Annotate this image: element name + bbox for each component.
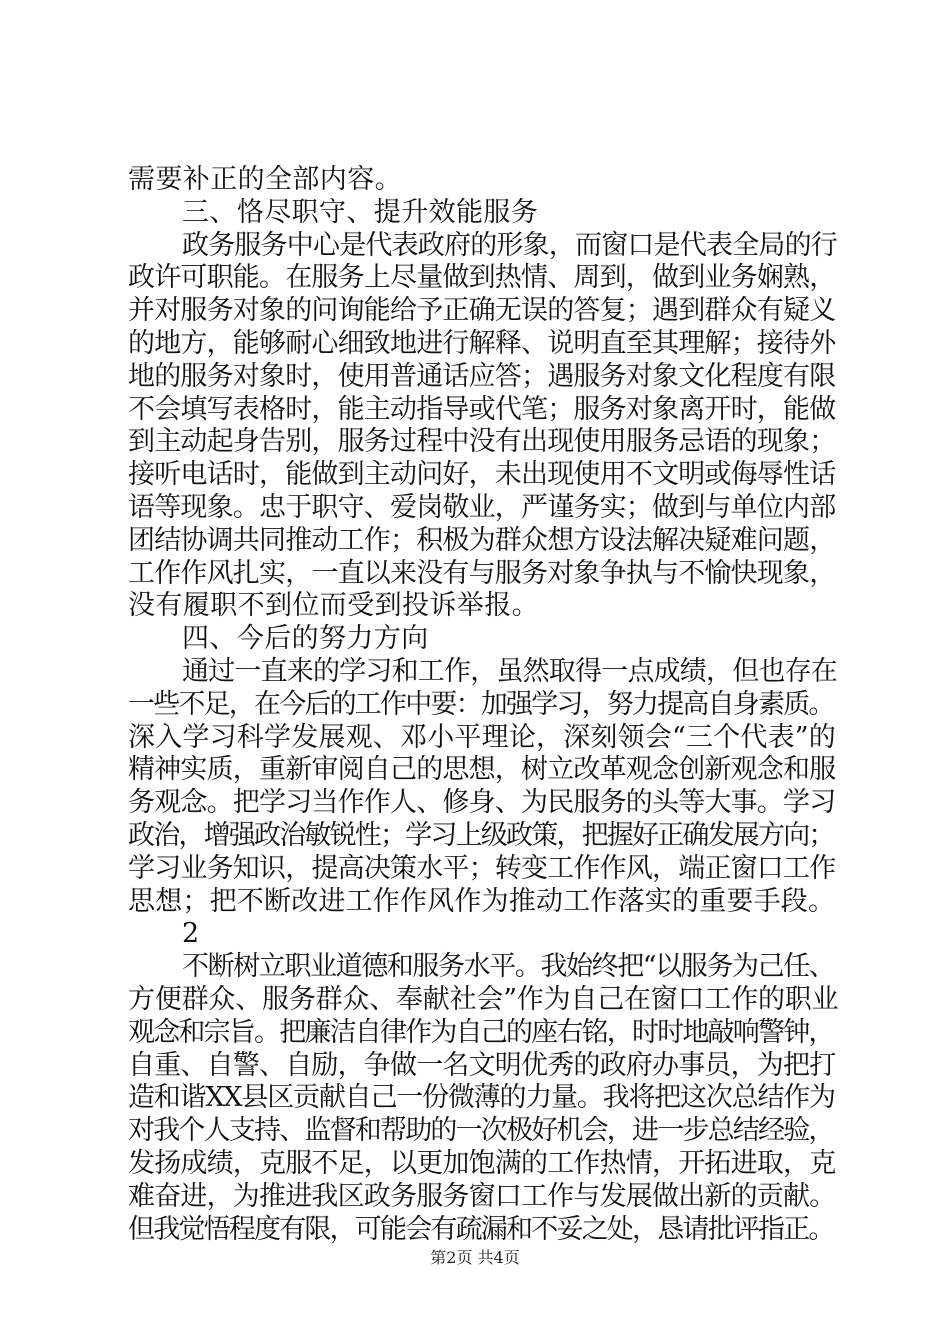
page-footer: [0, 1245, 950, 1268]
text-line: 政务服务中心是代表政府的形象，而窗口是代表全局的行: [182, 229, 837, 261]
text-line: 的地方，能够耐心细致地进行解释、说明直至其理解；接待外: [128, 327, 836, 359]
text-line: 造和谐XX县区贡献自己一份微薄的力量。我将把这次总结作为: [128, 1082, 835, 1114]
text-line: 地的服务对象时，使用普通话应答；遇服务对象文化程度有限: [128, 360, 836, 392]
text-line: 需要补正的全部内容。: [128, 164, 402, 195]
text-line: 但我觉悟程度有限，可能会有疏漏和不妥之处，恳请批评指正。: [128, 1213, 834, 1245]
text-line: 工作作风扎实，一直以来没有与服务对象争执与不愉快现象，: [128, 557, 836, 589]
text-line: 思想；把不断改进工作作风作为推动工作落实的重要手段。: [128, 885, 836, 917]
text-line: 政治，增强政治敏锐性；学习上级政策，把握好正确发展方向；: [128, 819, 834, 851]
text-line: 不断树立职业道德和服务水平。我始终把“以服务为己任、: [182, 951, 835, 983]
text-line: 难奋进，为推进我区政务服务窗口工作与发展做出新的贡献。: [128, 1180, 836, 1212]
text-line: 务观念。把学习当作作人、修身、为民服务的头等大事。学习: [128, 787, 836, 819]
page-number-label: 第2页 共4页: [430, 1248, 520, 1267]
text-line: 四、今后的努力方向: [182, 623, 429, 655]
text-line: 政许可职能。在服务上尽量做到热情、周到，做到业务娴熟，: [128, 262, 836, 294]
text-line: 对我个人支持、监督和帮助的一次极好机会，进一步总结经验，: [128, 1115, 834, 1147]
text-line: 三、恪尽职守、提升效能服务: [182, 196, 539, 228]
text-line: 语等现象。忠于职守、爱岗敬业，严谨务实；做到与单位内部: [128, 491, 836, 523]
text-line: 深入学习科学发展观、邓小平理论，深刻领会“三个代表”的: [128, 721, 837, 753]
text-line: 并对服务对象的问询能给予正确无误的答复；遇到群众有疑义: [128, 295, 836, 327]
text-line: 自重、自警、自励，争做一名文明优秀的政府办事员，为把打: [128, 1049, 836, 1081]
text-line: 团结协调共同推动工作；积极为群众想方设法解决疑难问题，: [128, 524, 836, 556]
text-line: 方便群众、服务群众、奉献社会”作为自己在窗口工作的职业: [128, 983, 839, 1015]
text-line: 不会填写表格时，能主动指导或代笔；服务对象离开时，能做: [128, 393, 836, 425]
text-line: 通过一直来的学习和工作，虽然取得一点成绩，但也存在: [182, 655, 837, 687]
text-line: 观念和宗旨。把廉洁自律作为自己的座右铭，时时地敲响警钟，: [128, 1016, 834, 1048]
text-line: 2: [182, 918, 200, 950]
text-line: 学习业务知识，提高决策水平；转变工作作风，端正窗口工作: [128, 852, 836, 884]
text-line: 发扬成绩，克服不足，以更加饱满的工作热情，开拓进取，克: [128, 1147, 836, 1179]
text-line: 精神实质，重新审阅自己的思想，树立改革观念创新观念和服: [128, 754, 836, 786]
text-line: 没有履职不到位而受到投诉举报。: [128, 590, 539, 622]
text-line: 接听电话时，能做到主动问好，未出现使用不文明或侮辱性话: [128, 459, 836, 491]
document-body: [128, 164, 839, 1246]
text-line: 到主动起身告别，服务过程中没有出现使用服务忌语的现象；: [128, 426, 836, 458]
text-line: 一些不足，在今后的工作中要：加强学习，努力提高自身素质。: [128, 688, 834, 720]
